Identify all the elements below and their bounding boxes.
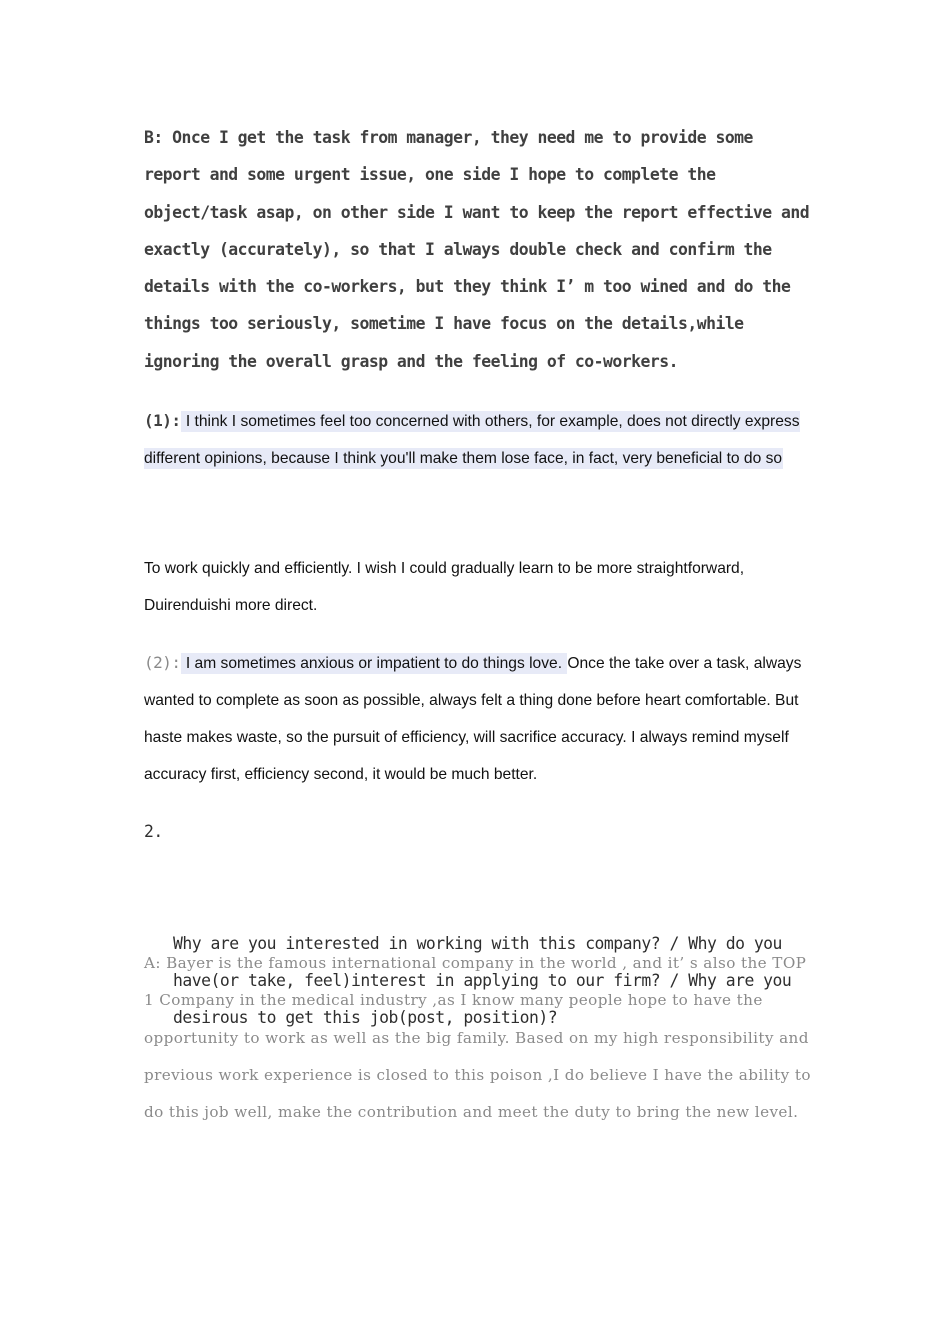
question-2-number: 2.: [144, 822, 163, 841]
item-2-paragraph: [144, 644, 814, 793]
item-1-paragraph: [144, 402, 814, 477]
item-1-highlighted-text: I think I sometimes feel too concerned with others, for example, does not directly express different opinions, because I think you'll make them lose face, in fact, very beneficial to do so: [144, 413, 800, 467]
item-2-marker: (2):: [144, 653, 181, 672]
item-2-text: Once the take over a task, always wanted to complete as soon as possible, always felt a thing done before heart comfortable. But haste makes waste, so the pursuit of efficiency, will sacrifice accuracy. I always remind myself accuracy first, efficiency second, it would be much better.: [144, 655, 802, 783]
paragraph-b-answer: B: Once I get the task from manager, they need me to provide some report and some urgent issue, one side I hope to complete the object/task asap, on other side I want to keep the report effective and exactly (accurately), so that I always double check and confirm the details with the co-workers, but they think I’ m too wined and do the things too seriously, sometime I have focus on the details,while ignoring the overall grasp and the feeling of co-workers.: [144, 128, 819, 371]
question-2-text: Why are you interested in working with this company? / Why do you have(or take, feel)interest in applying to our firm? / Why are you desirous to get this job(post, position)?: [173, 933, 801, 1028]
item-1-followup: To work quickly and efficiently. I wish I could gradually learn to be more straightforward, Duirenduishi more direct.: [144, 560, 745, 614]
item-2-highlighted-text: I am sometimes anxious or impatient to do things love.: [181, 655, 567, 672]
item-1-marker: (1):: [144, 411, 181, 430]
answer-a: A: Bayer is the famous international company in the world , and it’ s also the TOP 1 Company in the medical industry ,as I know many people hope to have the opportunity to work as well as the big family. Based on my high responsibility and previous work experience is closed to this poison ,I do believe I have the ability to do this job well, make the contribution and meet the duty to bring the new level.: [144, 954, 817, 1122]
